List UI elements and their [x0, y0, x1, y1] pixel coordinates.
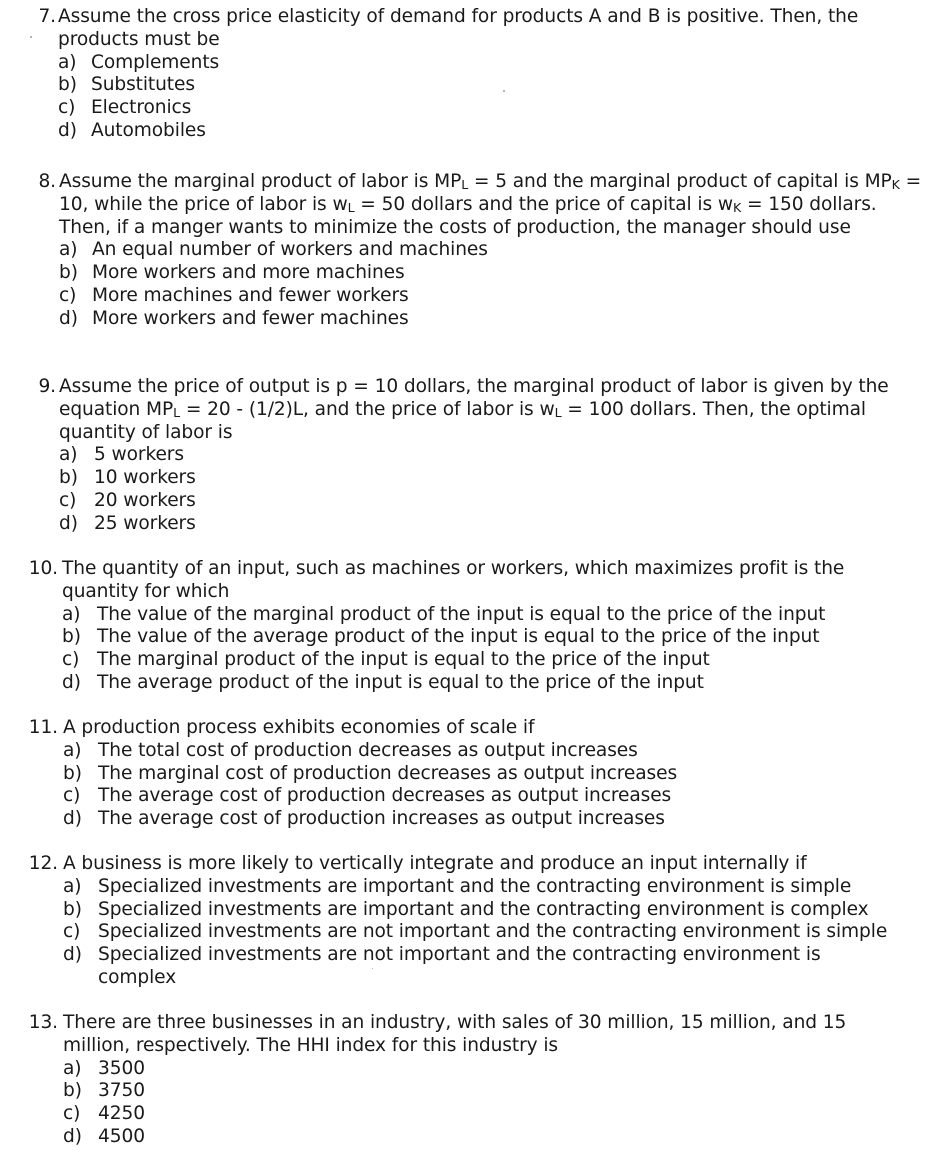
answer-options	[62, 604, 897, 695]
option-b: b) More workers and more machines	[59, 262, 405, 284]
question-stem: A production process exhibits economies of scale if	[63, 717, 535, 738]
option-d: d) More workers and fewer machines	[59, 307, 409, 329]
option-b: b) Substitutes	[58, 74, 195, 96]
question-number: 12.	[28, 853, 58, 874]
option-b: b) 3750	[63, 1080, 145, 1102]
option-c: c) 20 workers	[59, 489, 196, 511]
option-b: b) The value of the average product of the input is equal to the price of the input	[62, 626, 820, 648]
option-b: b) Specialized investments are important and the contracting environment is complex	[63, 898, 869, 920]
option-d: d) The average cost of production increases as output increases	[63, 808, 665, 830]
answer-options	[63, 740, 898, 831]
question-stem: There are three businesses in an industry, with sales of 30 million, 15 million, and 15 million, respectively. The HHI index for this industry is	[63, 1012, 847, 1056]
option-d: d) 4500	[63, 1125, 145, 1147]
option-c: c) The average cost of production decreases as output increases	[63, 785, 672, 807]
question-stem: The quantity of an input, such as machines or workers, which maximizes profit is the quantity for which	[62, 558, 845, 602]
answer-options	[63, 876, 925, 990]
question-stem: A business is more likely to vertically integrate and produce an input internally if	[63, 853, 807, 874]
option-d: d) Automobiles	[58, 119, 206, 141]
option-c: c) The marginal product of the input is equal to the price of the input	[62, 649, 710, 671]
scan-speck	[30, 36, 32, 38]
question-number: 13.	[28, 1012, 58, 1033]
option-a: a) The value of the marginal product of the input is equal to the price of the input	[62, 603, 826, 625]
option-a: a) An equal number of workers and machines	[59, 239, 488, 261]
option-d: d) Specialized investments are not important and the contracting environment is complex	[63, 944, 821, 988]
question-stem: Assume the cross price elasticity of demand for products A and B is positive. Then, the products must be	[58, 6, 859, 50]
option-a: a) The total cost of production decreases as output increases	[63, 739, 638, 761]
question-stem: Assume the marginal product of labor is $MP_L = 5$ and the marginal product of capital is $MP_K = 10$, while the price of labor is $w_L = 50$ dollars and the price of capital is $w_K = 150$ dollars. Then, if a manger wants to minimize the costs of production, the manager should use	[59, 171, 922, 238]
option-c: c) 4250	[63, 1103, 145, 1125]
option-b: b) The marginal cost of production decreases as output increases	[63, 762, 678, 784]
option-a: a) Specialized investments are important and the contracting environment is simple	[63, 875, 852, 897]
option-c: c) Electronics	[58, 97, 192, 119]
option-d: d) 25 workers	[59, 512, 196, 534]
option-b: b) 10 workers	[59, 467, 196, 489]
option-a: a) Complements	[58, 51, 220, 73]
question-number: 11.	[28, 717, 58, 738]
option-c: c) Specialized investments are not important and the contracting environment is simple	[63, 921, 888, 943]
scan-speck	[503, 90, 505, 92]
answer-options	[59, 444, 895, 535]
question-stem: Assume the price of output is p = 10 dollars, the marginal product of labor is given by the equation $MP_L = 20 - (1/2)L$, and the price of labor is $w_L = 100$ dollars. Then, the optimal quantity of labor is	[59, 376, 889, 443]
question-number: 10.	[28, 558, 58, 579]
option-a: a) 3500	[63, 1057, 145, 1079]
option-c: c) More machines and fewer workers	[59, 284, 409, 306]
question-number: 9.	[38, 376, 56, 397]
question-number: 8.	[38, 171, 56, 192]
option-a: a) 5 workers	[59, 444, 184, 466]
answer-options	[63, 1058, 878, 1149]
scan-speck	[372, 968, 373, 969]
option-d: d) The average product of the input is equal to the price of the input	[62, 671, 704, 693]
answer-options	[59, 239, 925, 330]
question-number: 7.	[38, 6, 56, 27]
answer-options	[58, 52, 908, 143]
